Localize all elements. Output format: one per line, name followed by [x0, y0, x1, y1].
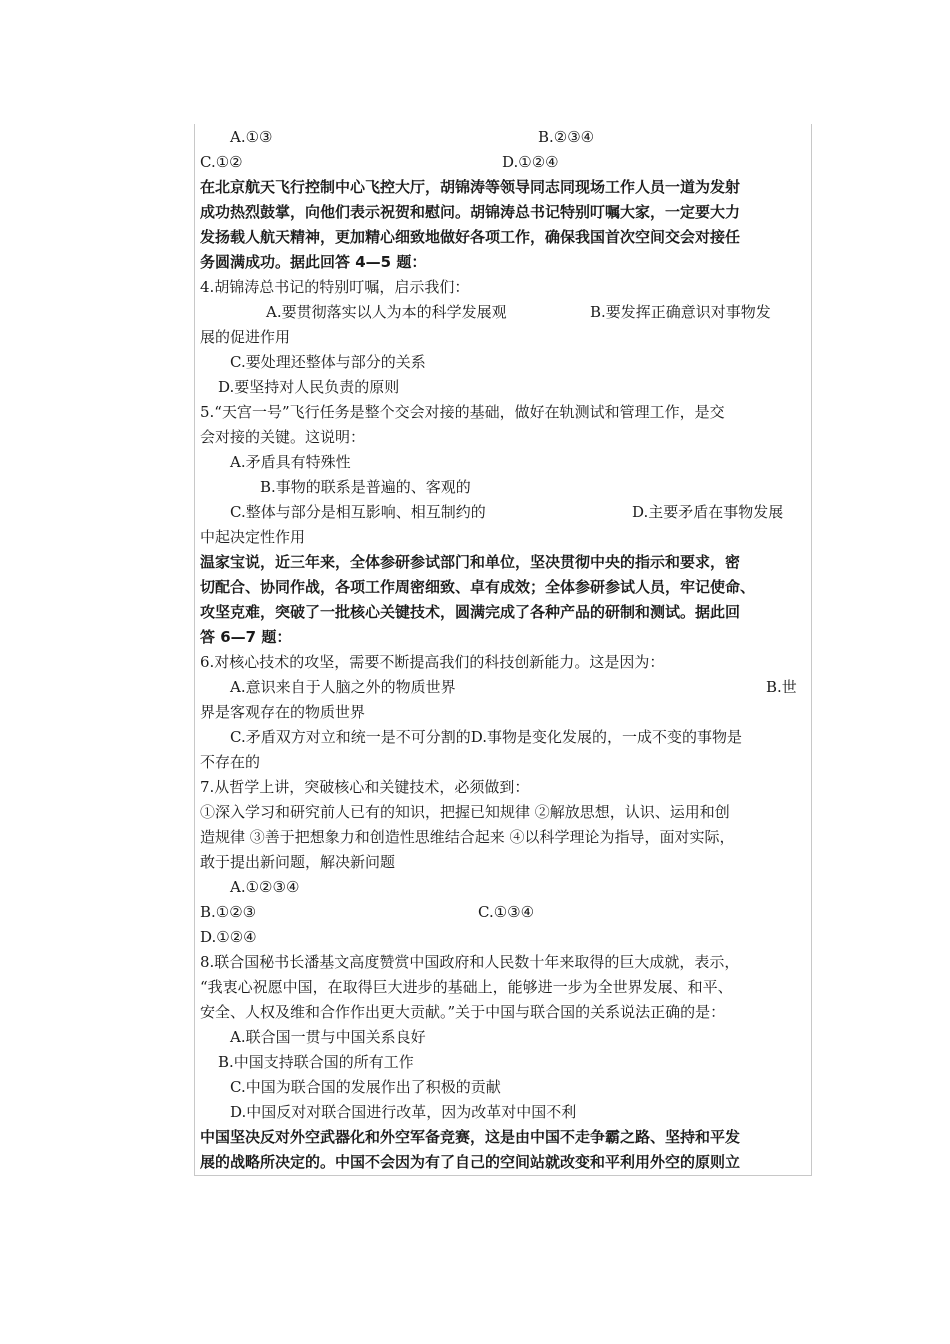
question-text: C.中国为联合国的发展作出了积极的贡献 [230, 1078, 501, 1096]
passage-text: 成功热烈鼓掌，向他们表示祝贺和慰问。胡锦涛总书记特别叮嘱大家，一定要大力 [200, 203, 741, 221]
question-text: “我衷心祝愿中国，在取得巨大进步的基础上，能够进一步为全世界发展、和平、 [200, 978, 733, 996]
question-text: B.②③④ [538, 128, 595, 146]
question-text: D.中国反对对联合国进行改革，因为改革对中国不利 [230, 1103, 577, 1121]
passage-text: 发扬载人航天精神，更加精心细致地做好各项工作，确保我国首次空间交会对接任 [200, 228, 741, 246]
question-text: A.①②③④ [230, 878, 300, 896]
passage-text: 务圆满成功。据此回答 4—5 题： [200, 253, 427, 271]
question-text: A.要贯彻落实以人为本的科学发展观 [266, 303, 507, 321]
question-text: C.矛盾双方对立和统一是不可分割的D.事物是变化发展的，一成不变的事物是 [230, 728, 742, 746]
question-text: A.矛盾具有特殊性 [230, 453, 351, 471]
question-text: D.①②④ [200, 928, 257, 946]
question-text: 中起决定性作用 [200, 528, 306, 546]
question-text: 界是客观存在的物质世界 [200, 703, 366, 721]
question-text: C.整体与部分是相互影响、相互制约的 [230, 503, 486, 521]
question-text: 不存在的 [200, 753, 261, 771]
passage-text: 展的战略所决定的。中国不会因为有了自己的空间站就改变和平利用外空的原则立 [200, 1153, 741, 1171]
question-text: 安全、人权及维和合作作出更大贡献。”关于中国与联合国的关系说法正确的是： [200, 1003, 726, 1021]
question-text: 会对接的关键。这说明： [200, 428, 366, 446]
question-text: D.①②④ [502, 153, 559, 171]
question-text: 8.联合国秘书长潘基文高度赞赏中国政府和人民数十年来取得的巨大成就，表示， [200, 953, 740, 971]
question-text: 造规律 ③善于把想象力和创造性思维结合起来 ④以科学理论为指导，面对实际， [200, 828, 735, 846]
question-text: A.意识来自于人脑之外的物质世界 [230, 678, 456, 696]
passage-text: 中国坚决反对外空武器化和外空军备竞赛，这是由中国不走争霸之路、坚持和平发 [200, 1128, 741, 1146]
passage-text: 温家宝说，近三年来，全体参研参试部门和单位，坚决贯彻中央的指示和要求，密 [200, 553, 741, 571]
passage-text: 切配合、协同作战，各项工作周密细致、卓有成效；全体参研参试人员，牢记使命、 [200, 578, 756, 596]
passage-text: 在北京航天飞行控制中心飞控大厅，胡锦涛等领导同志同现场工作人员一道为发射 [200, 178, 741, 196]
question-text: C.要处理还整体与部分的关系 [230, 353, 426, 371]
question-text: 展的促进作用 [200, 328, 291, 346]
question-text: A.①③ [230, 128, 273, 146]
question-text: 4.胡锦涛总书记的特别叮嘱，启示我们： [200, 278, 470, 296]
question-text: ①深入学习和研究前人已有的知识，把握已知规律 ②解放思想，认识、运用和创 [200, 803, 730, 821]
question-text: B.要发挥正确意识对事物发 [590, 303, 771, 321]
question-text: D.要坚持对人民负责的原则 [218, 378, 400, 396]
question-text: B.事物的联系是普遍的、客观的 [260, 478, 471, 496]
question-text: B.中国支持联合国的所有工作 [218, 1053, 414, 1071]
question-text: B.世 [766, 678, 797, 696]
question-text: 敢于提出新问题，解决新问题 [200, 853, 396, 871]
question-text: D.主要矛盾在事物发展 [632, 503, 784, 521]
question-text: C.①③④ [478, 903, 535, 921]
question-text: 7.从哲学上讲，突破核心和关键技术，必须做到： [200, 778, 530, 796]
passage-text: 答 6—7 题： [200, 628, 292, 646]
passage-text: 攻坚克难，突破了一批核心关键技术，圆满完成了各种产品的研制和测试。据此回 [200, 603, 741, 621]
question-text: B.①②③ [200, 903, 257, 921]
question-text: A.联合国一贯与中国关系良好 [230, 1028, 426, 1046]
question-text: 6.对核心技术的攻坚，需要不断提高我们的科技创新能力。这是因为： [200, 653, 665, 671]
question-text: C.①② [200, 153, 243, 171]
question-text: 5.“天宫一号”飞行任务是整个交会对接的基础，做好在轨测试和管理工作，是交 [200, 403, 725, 421]
